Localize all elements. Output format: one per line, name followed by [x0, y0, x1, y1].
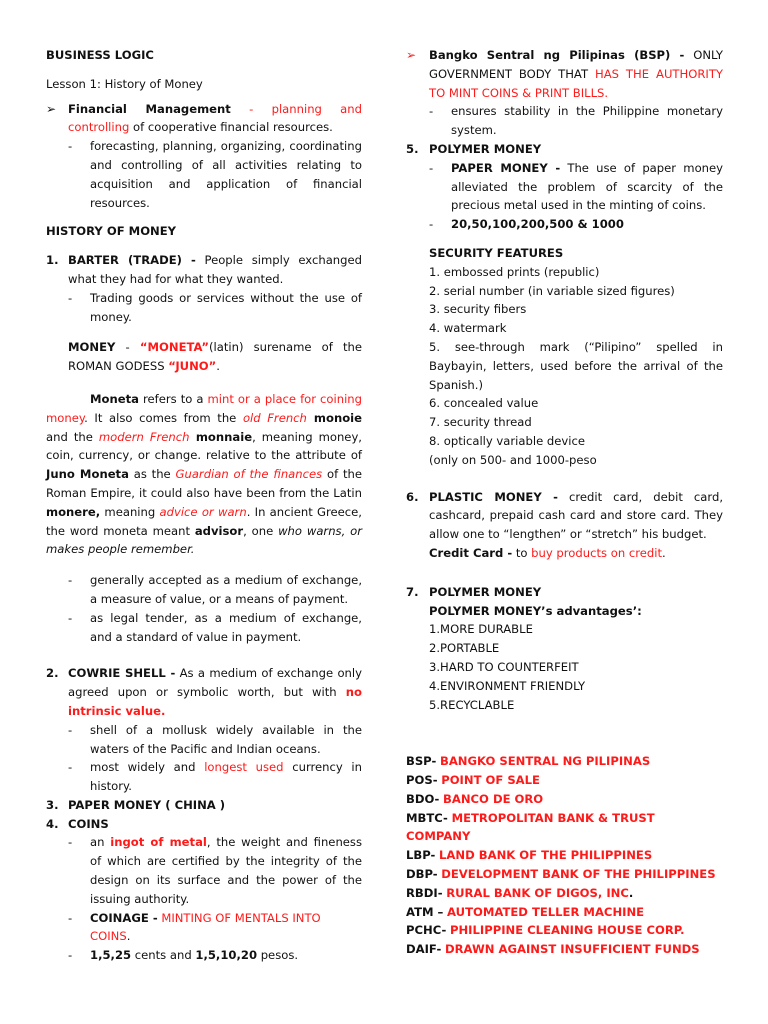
abbreviation-item: POS- POINT OF SALE — [406, 773, 540, 788]
bsp-item: ➢ Bangko Sentral ng Pilipinas (BSP) - ONLY GOVERNMENT BODY THAT HAS THE AUTHORITY TO MINT COINS & PRINT BILLS. — [406, 48, 723, 100]
security-feature: 5. see-through mark (“Pilipino” spelled in Baybayin, letters, used before the arrival of the Spanish.) — [429, 339, 723, 392]
abbreviation-item: BSP- BANGKO SENTRAL NG PILIPINAS — [406, 754, 651, 769]
security-feature: 8. optically variable device — [429, 433, 585, 448]
advantage-item: 3.HARD TO COUNTERFEIT — [429, 659, 579, 674]
list-number: 4. — [46, 816, 59, 831]
list-number: 3. — [46, 797, 59, 812]
barter-sub: - Trading goods or services without the use of money. — [68, 290, 362, 324]
bsp-sub: - ensures stability in the Philippine monetary system. — [429, 104, 723, 138]
plastic-money-item: 6. PLASTIC MONEY - credit card, debit card, cashcard, prepaid cash card and store card. They allow one to “lengthen” or “stretch” his budget. — [406, 489, 724, 542]
cowrie-shell-item: 2. COWRIE SHELL - As a medium of exchange only agreed upon or symbolic worth, but with no intrinsic value. — [46, 666, 362, 718]
abbreviations-list — [406, 752, 723, 959]
left-column — [46, 46, 362, 965]
list-number: 1. — [46, 253, 59, 268]
moneta-paragraph: Moneta refers to a mint or a place for coining money. It also comes from the old French monoie and the modern French monnaie, meaning money, coin, currency, or change. relative to the attribute of Juno Moneta as the Guardian of the finances of the Roman Empire, it could also have been from the Latin monere, meaning advice or warn. In ancient Greece, the word moneta meant advisor, one who warns, or makes people remember. — [46, 391, 362, 557]
security-feature: 3. security fibers — [429, 302, 527, 317]
financial-management-item: ➢ Financial Management - planning and controlling of cooperative financial resources. — [46, 101, 362, 135]
advantage-item: 5.RECYCLABLE — [429, 697, 515, 712]
dash-bullet: - — [68, 910, 73, 925]
money-definition: MONEY - “MONETA”(latin) surename of the ROMAN GODESS “JUNO”. — [68, 340, 362, 374]
arrow-bullet-icon: ➢ — [46, 101, 57, 116]
dash-bullet: - — [68, 610, 73, 625]
abbreviation-item: ATM – AUTOMATED TELLER MACHINE — [406, 904, 645, 919]
dash-bullet: - — [68, 722, 73, 737]
dash-bullet: - — [429, 217, 434, 232]
security-features-heading: SECURITY FEATURES — [429, 245, 564, 260]
dash-bullet: - — [68, 948, 73, 963]
coins-item: 4. COINS — [46, 815, 362, 834]
advantage-item: 1.MORE DURABLE — [429, 622, 533, 637]
dash-bullet: - — [68, 290, 73, 305]
cowrie-sub: - shell of a mollusk widely available in the waters of the Pacific and Indian oceans. — [68, 722, 362, 756]
right-column — [406, 46, 723, 959]
polymer-money-7-item: 7. POLYMER MONEY — [406, 583, 723, 602]
coins-sub: - 1,5,25 cents and 1,5,10,20 pesos. — [46, 946, 362, 965]
lesson-heading: Lesson 1: History of Money — [46, 76, 203, 91]
dash-bullet: - — [68, 573, 73, 588]
history-heading: HISTORY OF MONEY — [46, 224, 177, 239]
paper-money-china-item: 3. PAPER MONEY ( CHINA ) — [46, 796, 362, 815]
abbreviation-item: DAIF- DRAWN AGAINST INSUFFICIENT FUNDS — [406, 942, 700, 957]
money-bullet: - as legal tender, as a medium of exchange, and a standard of value in payment. — [68, 610, 362, 644]
cowrie-sub: - most widely and longest used currency in history. — [68, 760, 363, 794]
advantage-item: 4.ENVIRONMENT FRIENDLY — [429, 678, 586, 693]
security-feature: (only on 500- and 1000-peso — [429, 452, 597, 467]
abbreviation-item: PCHC- PHILIPPINE CLEANING HOUSE CORP. — [406, 923, 685, 938]
dash-bullet: - — [429, 104, 434, 119]
coins-sub: - COINAGE - MINTING OF MENTALS INTO COINS. — [68, 910, 321, 944]
dash-bullet: - — [68, 139, 73, 154]
security-feature: 6. concealed value — [429, 396, 539, 411]
abbreviation-item: BDO- BANCO DE ORO — [406, 791, 544, 806]
coins-sub: - an ingot of metal, the weight and fineness of which are certified by the integrity of the design on its surface and the power of the issuing authority. — [68, 835, 363, 906]
abbreviation-item: LBP- LAND BANK OF THE PHILIPPINES — [406, 848, 653, 863]
dash-bullet: - — [68, 760, 73, 775]
document-title: BUSINESS LOGIC — [46, 48, 154, 62]
list-number: 2. — [46, 666, 59, 681]
abbreviation-item: MBTC- METROPOLITAN BANK & TRUST COMPANY — [406, 810, 655, 844]
polymer-money-5-item: 5. POLYMER MONEY — [406, 140, 723, 159]
abbreviation-item: RBDI- RURAL BANK OF DIGOS, INC. — [406, 885, 634, 900]
advantage-item: 2.PORTABLE — [429, 641, 500, 656]
financial-management-sub: - forecasting, planning, organizing, coordinating and controlling of all activities relating to acquisition and application of financial resources. — [68, 139, 362, 210]
polymer-money-5-sub: - PAPER MONEY - The use of paper money alleviated the problem of scarcity of the precious metal used in the minting of coins. — [429, 160, 724, 213]
list-number: 7. — [406, 584, 419, 599]
polymer-advantages-list — [406, 620, 723, 714]
dash-bullet: - — [68, 835, 73, 850]
abbreviation-item: DBP- DEVELOPMENT BANK OF THE PHILIPPINES — [406, 867, 716, 882]
arrow-bullet-icon: ➢ — [406, 48, 417, 62]
list-number: 6. — [406, 489, 419, 504]
dash-bullet: - — [429, 160, 434, 175]
security-feature: 4. watermark — [429, 321, 507, 336]
security-feature: 7. security thread — [429, 415, 532, 430]
barter-item: 1. BARTER (TRADE) - People simply exchanged what they had for what they wanted. — [46, 253, 362, 286]
money-bullet: - generally accepted as a medium of exchange, a measure of value, or a means of payment. — [68, 573, 362, 606]
security-feature: 1. embossed prints (republic) — [429, 264, 600, 279]
list-number: 5. — [406, 141, 419, 156]
security-feature: 2. serial number (in variable sized figures) — [429, 283, 675, 298]
polymer-money-5-sub: - 20,50,100,200,500 & 1000 — [406, 215, 723, 234]
credit-card-definition: Credit Card - to buy products on credit. — [429, 545, 666, 560]
security-features — [406, 244, 723, 470]
polymer-advantages-heading: POLYMER MONEY’s advantages’: — [429, 603, 642, 618]
